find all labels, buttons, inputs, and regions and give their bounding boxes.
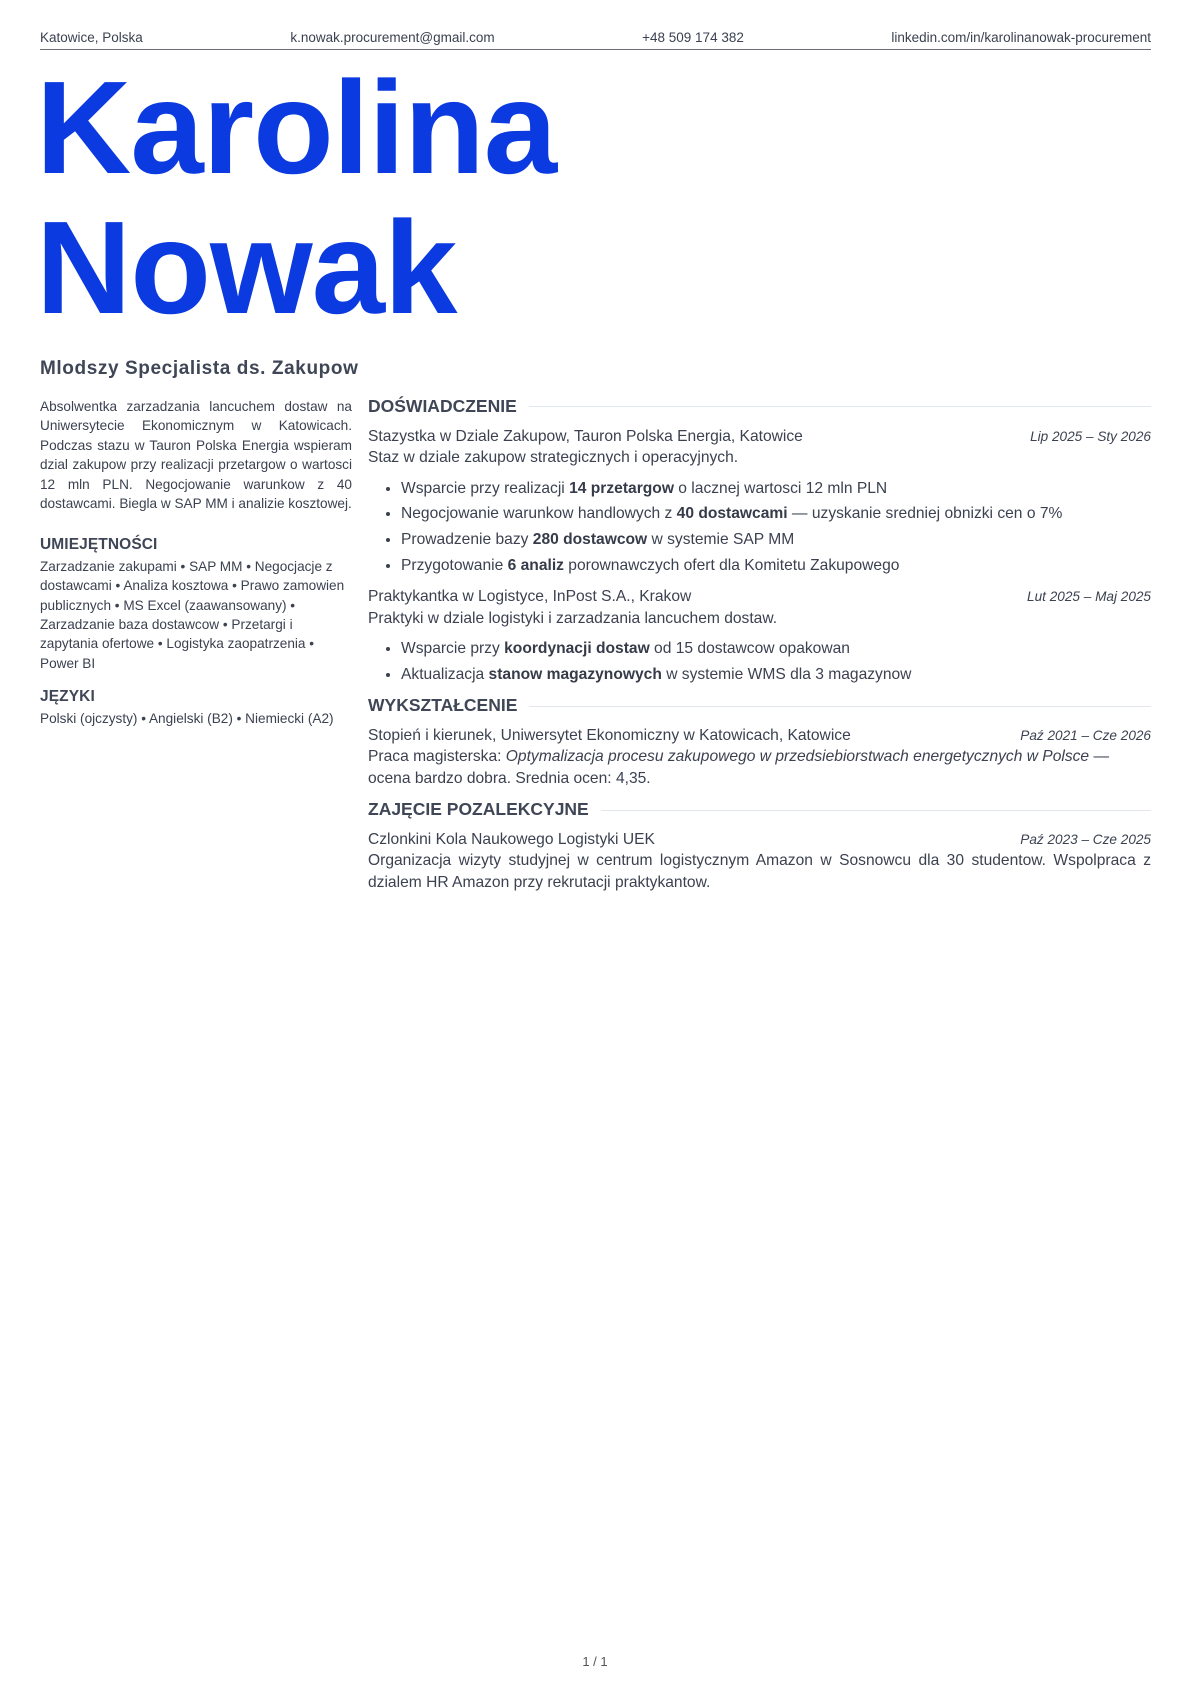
bullet-item: • Wsparcie przy koordynacji dostaw od 15 dostawcow opakowan (401, 638, 1151, 660)
education-section (368, 695, 1151, 789)
entry-role: Stazystka w Dziale Zakupow, Tauron Polska Energia, Katowice (368, 427, 803, 445)
contact-linkedin[interactable]: linkedin.com/in/karolinanowak-procurement (891, 30, 1151, 45)
bullet-item: • Prowadzenie bazy 280 dostawcow w systemie SAP MM (401, 529, 1151, 551)
extracurricular-role: Czlonkini Kola Naukowego Logistyki UEK (368, 830, 655, 848)
extracurricular-title: ZAJĘCIE POZALEKCYJNE (368, 799, 589, 820)
entry-bullets (368, 478, 1151, 577)
sidebar (40, 397, 352, 742)
bullet-item: • Przygotowanie 6 analiz porownawczych ofert dla Komitetu Zakupowego (401, 555, 1151, 577)
contact-email[interactable]: k.nowak.procurement@gmail.com (290, 30, 495, 45)
experience-entry (368, 586, 1151, 685)
profile-summary: Absolwentka zarzadzania lancuchem dostaw na Uniwersytecie Ekonomicznym w Katowicach. Podczas stazu w Tauron Polska Energia wspieram dzial zakupow przy realizacji przetargow o wartosci 12 mln PLN. Negocjowanie warunkow z 40 dostawcami. Biegla w SAP MM i analizie kosztowej. (40, 399, 352, 512)
entry-bullets (368, 638, 1151, 685)
education-entry (368, 725, 1151, 790)
section-divider (601, 810, 1151, 811)
extracurricular-section (368, 799, 1151, 893)
experience-heading (368, 396, 1151, 418)
experience-section (368, 396, 1151, 685)
page-number: 1 / 1 (582, 1654, 608, 1669)
bullet-item: • Negocjowanie warunkow handlowych z 40 dostawcami — uzyskanie sredniej obnizki cen o 7% (401, 503, 1151, 525)
extracurricular-description: Organizacja wizyty studyjnej w centrum logistycznym Amazon w Sosnowcu dla 30 studentow. Wspolpraca z dzialem HR Amazon przy rekrutacji praktykantow. (368, 852, 1151, 891)
candidate-name (36, 54, 557, 341)
experience-entry (368, 426, 1151, 577)
education-degree: Stopień i kierunek, Uniwersytet Ekonomiczny w Katowicach, Katowice (368, 726, 851, 744)
extracurricular-dates: Paź 2023 – Cze 2025 (1020, 831, 1151, 847)
education-thesis: Praca magisterska: Optymalizacja procesu zakupowego w przedsiebiorstwach energetycznych w Polsce — ocena bardzo dobra. Srednia ocen: 4,35. (368, 748, 1110, 787)
entry-description: Praktyki w dziale logistyki i zarzadzania lancuchem dostaw. (368, 609, 778, 627)
contact-bar (40, 30, 1151, 50)
job-headline: Mlodszy Specjalista ds. Zakupow (40, 358, 359, 379)
bullet-item: • Wsparcie przy realizacji 14 przetargow o lacznej wartosci 12 mln PLN (401, 478, 1151, 500)
extracurricular-heading (368, 799, 1151, 821)
entry-role: Praktykantka w Logistyce, InPost S.A., Krakow (368, 588, 692, 606)
entry-description: Staz w dziale zakupow strategicznych i operacyjnych. (368, 449, 739, 466)
entry-dates: Lip 2025 – Sty 2026 (1030, 428, 1151, 444)
skills-list: Zarzadzanie zakupami • SAP MM • Negocjacje z dostawcami • Analiza kosztowa • Prawo zamowien publicznych • MS Excel (zaawansowany) • Zarzadzanie baza dostawcow • Przetargi i zapytania ofertowe • Logistyka zaopatrzenia • Power BI (40, 558, 345, 671)
languages-heading: JĘZYKI (40, 688, 95, 706)
education-heading (368, 695, 1151, 717)
entry-dates: Lut 2025 – Maj 2025 (1027, 589, 1151, 605)
education-dates: Paź 2021 – Cze 2026 (1020, 727, 1151, 743)
bullet-item: • Aktualizacja stanow magazynowych w systemie WMS dla 3 magazynow (401, 664, 1151, 686)
experience-title: DOŚWIADCZENIE (368, 396, 517, 416)
contact-phone[interactable]: +48 509 174 382 (642, 30, 744, 45)
languages-list: Polski (ojczysty) • Angielski (B2) • Niemiecki (A2) (40, 710, 334, 726)
main-column (368, 396, 1151, 903)
extracurricular-entry (368, 829, 1151, 894)
languages-section (40, 687, 352, 728)
education-title: WYKSZTAŁCENIE (368, 695, 518, 716)
section-divider (529, 406, 1151, 407)
skills-heading: UMIEJĘTNOŚCI (40, 536, 158, 554)
contact-location: Katowice, Polska (40, 30, 143, 45)
skills-section (40, 535, 352, 673)
first-name: Karolina (36, 54, 557, 201)
last-name: Nowak (36, 194, 457, 341)
section-divider (529, 706, 1151, 707)
thesis-title: Optymalizacja procesu zakupowego w przedsiebiorstwach energetycznych w Polsce (505, 748, 1090, 766)
